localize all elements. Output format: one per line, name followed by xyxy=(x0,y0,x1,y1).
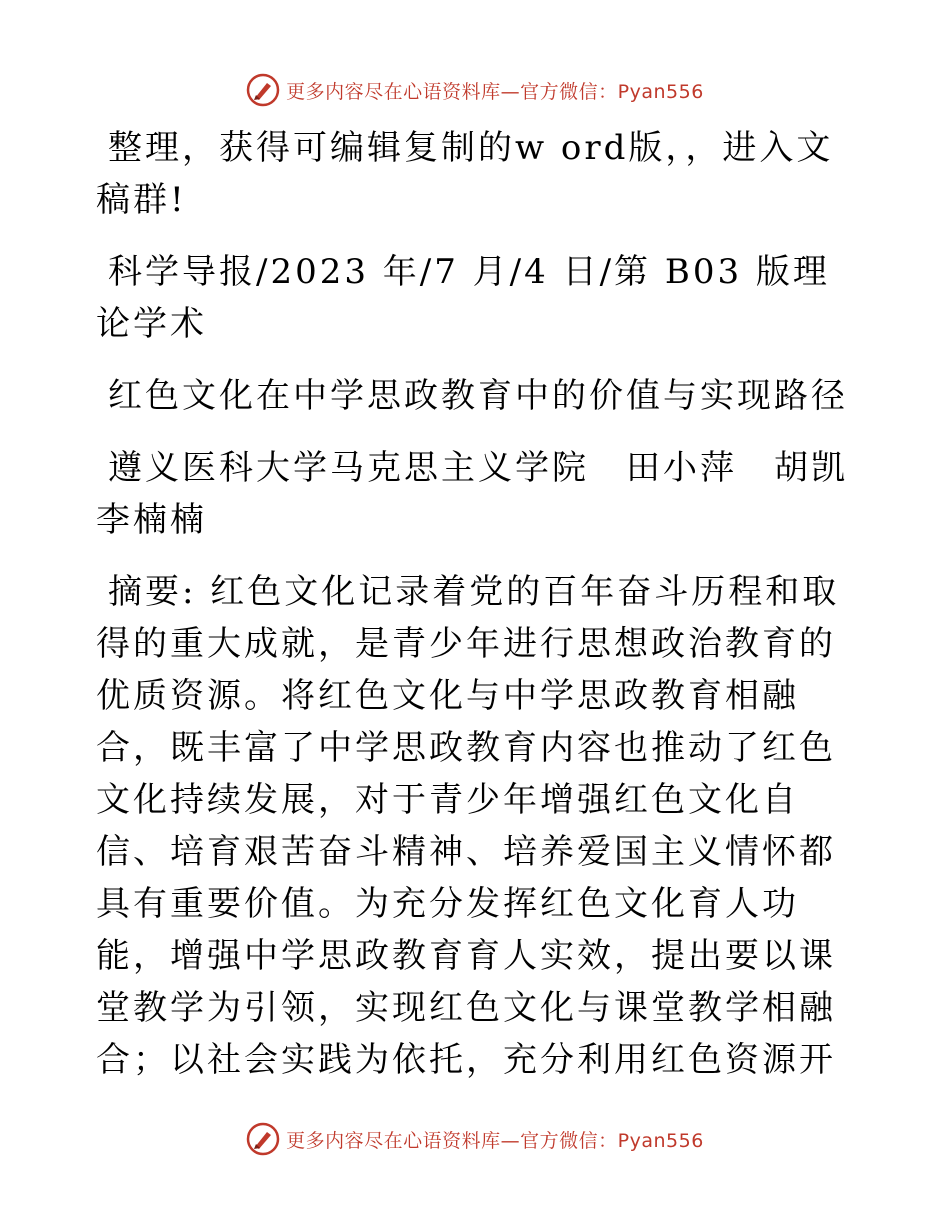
source-line: 科学导报/2023 年/7 月/4 日/第 B03 版理论学术 xyxy=(96,252,830,344)
footer-banner xyxy=(0,1119,950,1159)
pen-nib-circle-icon xyxy=(246,1122,280,1156)
document-body xyxy=(96,122,885,1086)
banner-contact: Pyan556 xyxy=(617,80,704,103)
banner-label: 更多内容尽在心语资料库—官方微信： xyxy=(286,80,618,103)
article-title: 红色文化在中学思政教育中的价值与实现路径 xyxy=(108,376,848,416)
pen-nib-circle-icon xyxy=(246,73,280,107)
banner-text xyxy=(286,77,704,104)
header-banner xyxy=(0,70,950,110)
abstract-paragraph: 摘要: 红色文化记录着党的百年奋斗历程和取得的重大成就，是青少年进行思想政治教育的优质资源。将红色文化与中学思政教育相融合，既丰富了中学思政教育内容也推动了红色文化持续发展，对于青少年增强红色文化自信、培育艰苦奋斗精神、培养爱国主义情怀都具有重要价值。为充分发挥红色文化育人功能，增强中学思政教育育人实效，提出要以课堂教学为引领，实现红色文化与课堂教学相融合；以社会实践为依托，充分利用红色资源开 xyxy=(96,572,840,1080)
banner-contact: Pyan556 xyxy=(617,1129,704,1152)
intro-line: 整理，获得可编辑复制的w ord版，，进入文稿群! xyxy=(96,128,834,220)
banner-text xyxy=(286,1126,704,1153)
banner-label: 更多内容尽在心语资料库—官方微信： xyxy=(286,1129,618,1152)
authors-line: 遵义医科大学马克思主义学院 田小萍 胡凯 李楠楠 xyxy=(96,448,885,540)
banner-inner xyxy=(246,1122,704,1156)
banner-inner xyxy=(246,73,704,107)
